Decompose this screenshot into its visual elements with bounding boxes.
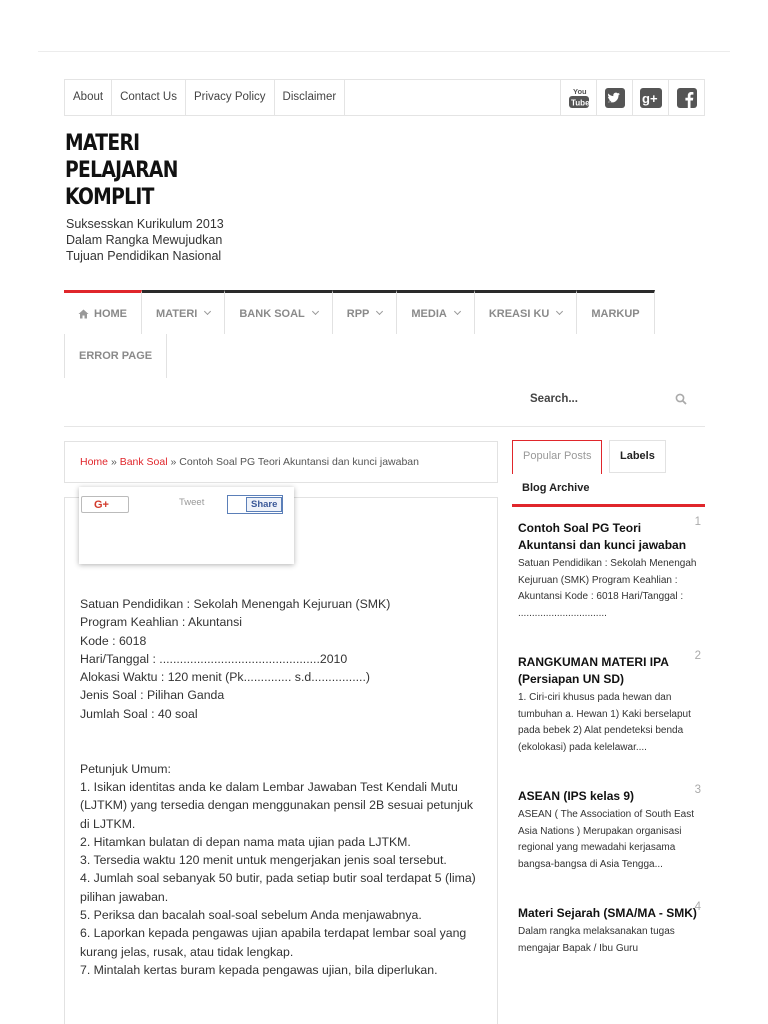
breadcrumb-home[interactable]: Home xyxy=(80,456,109,468)
svg-text:You: You xyxy=(572,86,587,96)
nav-label-error-page: ERROR PAGE xyxy=(79,350,153,362)
svg-text:Tube: Tube xyxy=(570,98,590,107)
post-line: 5. Periksa dan bacalah soal-soal sebelum Anda menjawabnya. xyxy=(80,908,422,923)
post-line: Kode : 6018 xyxy=(80,633,147,648)
post-line: Hari/Tanggal : ...............................................2010 xyxy=(80,651,348,666)
nav-label-rpp: RPP xyxy=(346,307,370,320)
twitter-icon[interactable] xyxy=(596,80,632,115)
post-line: Satuan Pendidikan : Sekolah Menengah Kejuruan (SMK) xyxy=(80,597,391,611)
facebook-share-button[interactable] xyxy=(227,495,283,514)
nav-label-markup: MARKUP xyxy=(591,307,640,320)
popular-post-number: 2 xyxy=(694,650,701,662)
breadcrumb-separator: » xyxy=(170,456,177,468)
nav-item-home[interactable] xyxy=(64,290,142,334)
post-line: Jenis Soal : Pilihan Ganda xyxy=(80,688,225,703)
chevron-down-icon xyxy=(204,308,211,315)
post-line: 1. Isikan identitas anda ke dalam Lembar Jawaban Test Kendali Mutu (LJTKM) yang tersedia dengan menggunakan pensil 2B sesuai petunjuk di LJTKM. xyxy=(80,779,474,831)
youtube-icon[interactable] xyxy=(560,80,596,115)
popular-post-item[interactable] xyxy=(518,784,701,873)
nav-item-markup[interactable] xyxy=(577,290,654,334)
tab-blog-archive[interactable]: Blog Archive xyxy=(522,482,590,494)
popular-post-number: 3 xyxy=(694,784,701,796)
svg-text:g+: g+ xyxy=(641,90,658,106)
nav-item-rpp[interactable] xyxy=(333,290,398,334)
nav-label-media: MEDIA xyxy=(411,307,447,320)
chevron-down-icon xyxy=(454,308,461,315)
site-tagline: Suksesskan Kurikulum 2013 Dalam Rangka Mewujudkan Tujuan Pendidikan Nasional xyxy=(66,217,224,263)
popular-post-title[interactable]: Materi Sejarah (SMA/MA - SMK) xyxy=(518,906,697,920)
post-line: 2. Hitamkan bulatan di depan nama mata ujian pada LJTKM. xyxy=(80,834,411,849)
popular-post-item[interactable] xyxy=(518,516,701,622)
header-divider xyxy=(64,426,705,427)
logo-line-2: PELAJARAN xyxy=(65,158,178,183)
breadcrumb xyxy=(64,441,498,483)
logo-line-1: MATERI xyxy=(65,131,140,156)
post-line: Alokasi Waktu : 120 menit (Pk.............. s.d................) xyxy=(80,670,370,685)
popular-post-item[interactable] xyxy=(518,650,701,756)
nav-item-materi[interactable] xyxy=(142,290,225,334)
site-logo[interactable] xyxy=(65,130,178,211)
search-box[interactable] xyxy=(512,380,705,418)
nav-label-home: HOME xyxy=(94,307,127,320)
google-plus-share-button[interactable] xyxy=(81,496,129,513)
post-line: Program Keahlian : Akuntansi xyxy=(80,615,243,630)
post-line: Petunjuk Umum: xyxy=(80,761,171,776)
popular-post-number: 1 xyxy=(694,516,701,528)
top-bar xyxy=(64,79,705,116)
post-line: 4. Jumlah soal sebanyak 50 butir, pada setiap butir soal terdapat 5 (lima) pilihan jawaban. xyxy=(80,871,476,904)
popular-post-snippet: Dalam rangka melaksanakan tugas mengajar Bapak / Ibu Guru xyxy=(518,926,675,954)
facebook-icon[interactable] xyxy=(668,80,704,115)
tabs-underline xyxy=(512,504,705,507)
nav-item-bank-soal[interactable] xyxy=(225,290,332,334)
breadcrumb-current: Contoh Soal PG Teori Akuntansi dan kunci jawaban xyxy=(179,456,419,468)
nav-label-bank-soal: BANK SOAL xyxy=(239,307,305,320)
logo-line-3: KOMPLIT xyxy=(65,185,154,210)
top-divider xyxy=(38,51,730,52)
top-link-about[interactable]: About xyxy=(65,80,112,115)
nav-item-error-page[interactable] xyxy=(64,334,167,378)
sidebar-tabs xyxy=(512,440,705,508)
post-line: 3. Tersedia waktu 120 menit untuk mengerjakan jenis soal tersebut. xyxy=(80,853,447,868)
post-line: 6. Laporkan kepada pengawas ujian apabila terdapat lembar soal yang kurang jelas, rusak, atau tidak lengkap. xyxy=(80,926,467,959)
social-links xyxy=(560,80,704,115)
chevron-down-icon xyxy=(312,308,319,315)
nav-label-kreasi-ku: KREASI KU xyxy=(488,307,550,320)
share-popup xyxy=(79,487,294,564)
top-menu xyxy=(65,80,345,115)
top-link-contact[interactable]: Contact Us xyxy=(112,80,186,115)
popular-post-snippet: Satuan Pendidikan : Sekolah Menengah Kejuruan (SMK) Program Keahlian : Akuntansi Kode : 6018 Hari/Tanggal : ................................ xyxy=(518,558,697,619)
tab-popular-posts[interactable]: Popular Posts xyxy=(512,440,602,474)
breadcrumb-category[interactable]: Bank Soal xyxy=(119,456,168,468)
post-line: Jumlah Soal : 40 soal xyxy=(80,706,198,721)
nav-label-materi: MATERI xyxy=(156,307,198,320)
post-line: 7. Mintalah kertas buram kepada pengawas ujian, bila diperlukan. xyxy=(80,962,438,977)
main-nav xyxy=(64,290,650,378)
google-plus-icon[interactable] xyxy=(632,80,668,115)
tab-labels[interactable]: Labels xyxy=(609,440,666,473)
popular-post-title[interactable]: ASEAN (IPS kelas 9) xyxy=(518,789,635,803)
popular-post-title[interactable]: Contoh Soal PG Teori Akuntansi dan kunci jawaban xyxy=(518,521,687,552)
popular-post-title[interactable]: RANGKUMAN MATERI IPA (Persiapan UN SD) xyxy=(518,655,669,686)
popular-post-snippet: ASEAN ( The Association of South East Asia Nations ) Merupakan organisasi regional yang mewadahi kerjasama bangsa-bangsa di Asia Tengga... xyxy=(518,809,695,870)
tweet-button[interactable]: Tweet xyxy=(179,497,205,508)
top-link-disclaimer[interactable]: Disclaimer xyxy=(275,80,346,115)
popular-post-number: 4 xyxy=(694,901,701,913)
popular-post-snippet: 1. Ciri-ciri khusus pada hewan dan tumbuhan a. Hewan 1) Kaki berselaput pada bebek 2) Alat pendeteksi benda (ekolokasi) pada kelelawar.... xyxy=(518,692,691,753)
search-icon[interactable] xyxy=(675,393,687,405)
share-label: Share xyxy=(246,497,282,512)
home-icon xyxy=(78,309,89,319)
top-link-privacy[interactable]: Privacy Policy xyxy=(186,80,275,115)
chevron-down-icon xyxy=(376,308,383,315)
post-body xyxy=(80,595,485,979)
google-plus-share-label: G+ xyxy=(94,498,109,511)
post-content xyxy=(64,497,498,1024)
chevron-down-icon xyxy=(556,308,563,315)
nav-item-media[interactable] xyxy=(397,290,474,334)
popular-post-item[interactable] xyxy=(518,901,701,957)
search-input[interactable]: Search... xyxy=(530,393,578,405)
nav-item-kreasi-ku[interactable] xyxy=(475,290,578,334)
breadcrumb-separator: » xyxy=(110,456,117,468)
